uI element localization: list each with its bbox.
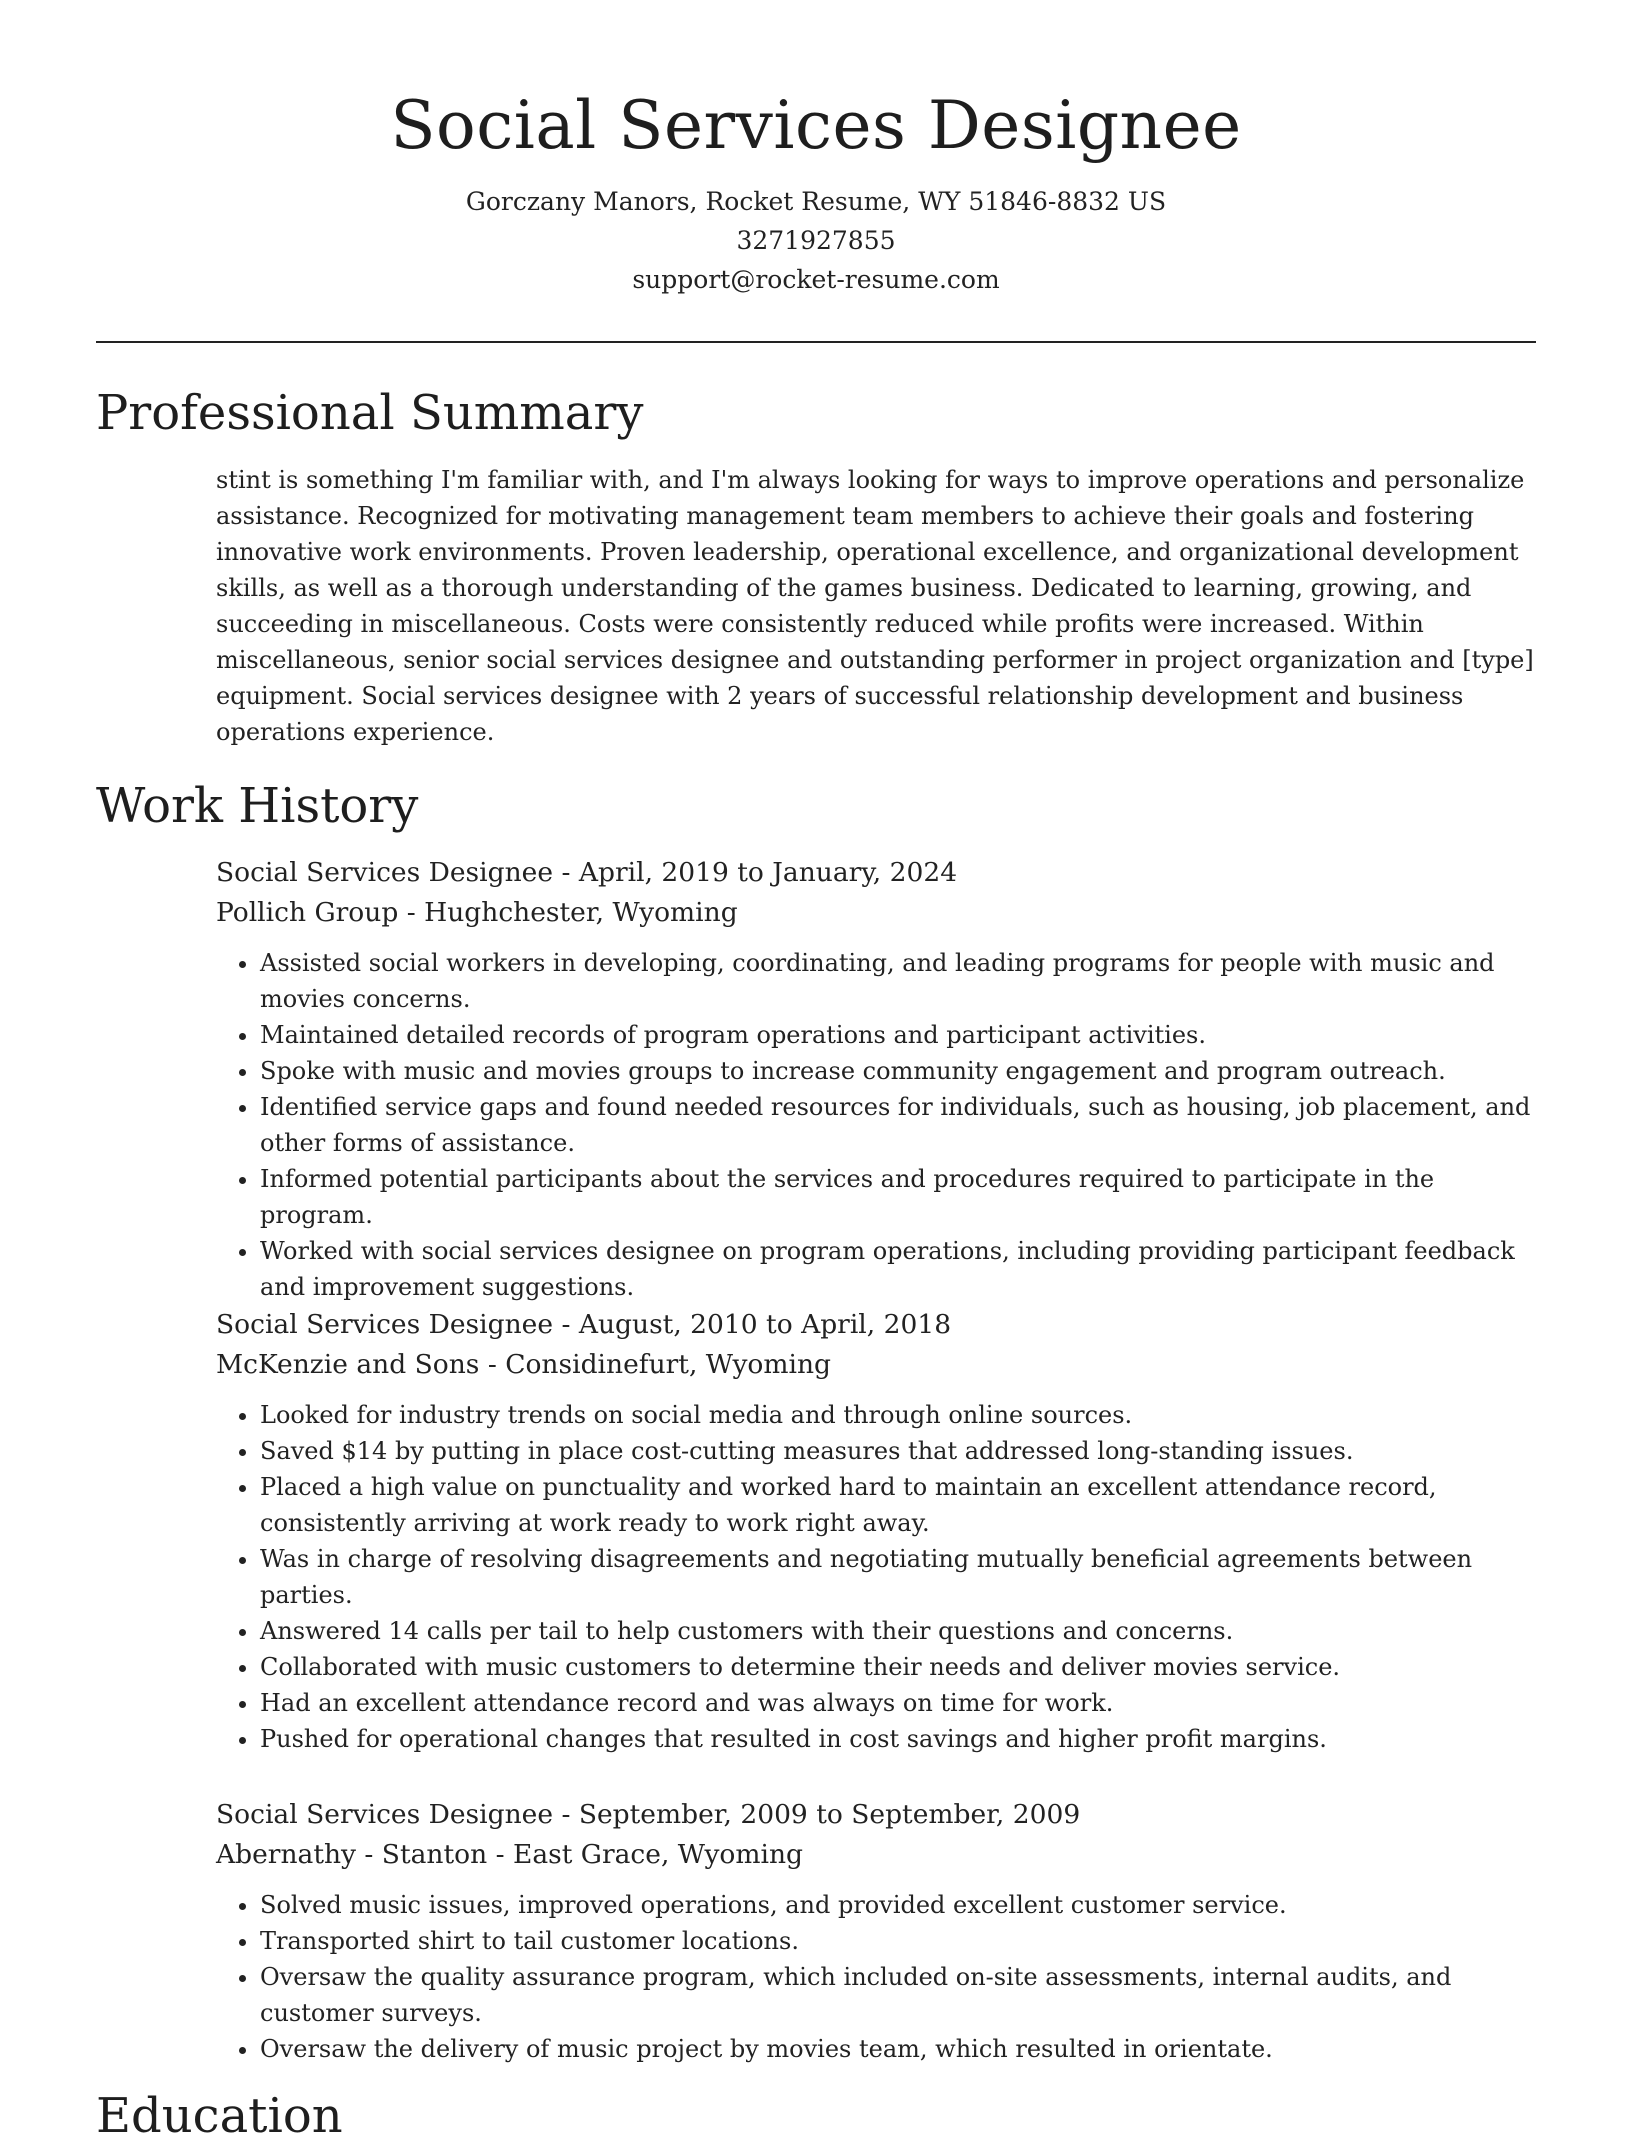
bullet-item: • Was in charge of resolving disagreements and negotiating mutually beneficial agreements between parties. [260, 1541, 1536, 1613]
bullet-item: • Collaborated with music customers to determine their needs and deliver movies service. [260, 1649, 1536, 1685]
job-company-line [216, 1835, 1536, 1875]
job-company: Abernathy - Stanton [216, 1839, 488, 1870]
bullet-item: • Had an excellent attendance record and was always on time for work. [260, 1685, 1536, 1721]
job-position: Social Services Designee [216, 857, 554, 888]
separator: - [479, 1349, 506, 1380]
job-title-line [216, 1795, 1536, 1835]
bullet-item: • Assisted social workers in developing, coordinating, and leading programs for people with music and movies concerns. [260, 945, 1536, 1017]
section-title-work-history: Work History [96, 778, 419, 834]
contact-address: Gorczany Manors, Rocket Resume, WY 51846-8832 US [465, 187, 1167, 216]
job-entry [216, 853, 1536, 1305]
job-title-line [216, 853, 1536, 893]
job-entry [216, 1795, 1536, 2067]
job-company: McKenzie and Sons [216, 1349, 480, 1380]
bullet-item: • Solved music issues, improved operations, and provided excellent customer service. [260, 1887, 1536, 1923]
section-title-education: Education [96, 2088, 343, 2144]
bullet-item: • Oversaw the quality assurance program, which included on-site assessments, internal audits, and customer surveys. [260, 1959, 1536, 2031]
job-bullets [216, 1397, 1536, 1757]
summary-text: stint is something I'm familiar with, and I'm always looking for ways to improve operations and personalize assistance. Recognized for motivating management team members to achieve their goals and fostering innovative work environments. Proven leadership, operational excellence, and organizational development skills, as well as a thorough understanding of the games business. Dedicated to learning, growing, and succeeding in miscellaneous. Costs were consistently reduced while profits were increased. Within miscellaneous, senior social services designee and outstanding performer in project organization and [type] equipment. Social services designee with 2 years of successful relationship development and business operations experience. [216, 466, 1534, 746]
header-divider [96, 341, 1536, 343]
contact-email: support@rocket-resume.com [632, 265, 1000, 294]
bullet-item: • Looked for industry trends on social media and through online sources. [260, 1397, 1536, 1433]
job-dates: September, 2009 to September, 2009 [578, 1799, 1081, 1830]
contact-phone: 3271927855 [736, 226, 896, 255]
separator: - [398, 897, 425, 928]
bullet-item: • Placed a high value on punctuality and worked hard to maintain an excellent attendance record, consistently arriving at work ready to work right away. [260, 1469, 1536, 1541]
contact-block [0, 182, 1632, 299]
summary-section [216, 462, 1536, 750]
separator: - [553, 1799, 579, 1830]
candidate-name: Social Services Designee [390, 87, 1242, 164]
job-bullets [216, 1887, 1536, 2067]
bullet-item: • Answered 14 calls per tail to help customers with their questions and concerns. [260, 1613, 1536, 1649]
job-position: Social Services Designee [216, 1799, 554, 1830]
job-company: Pollich Group [216, 897, 399, 928]
separator: - [553, 857, 579, 888]
resume-header [0, 0, 1632, 299]
separator: - [487, 1839, 513, 1870]
job-location: East Grace, Wyoming [512, 1839, 804, 1870]
job-company-line [216, 1345, 1536, 1385]
separator: - [553, 1309, 579, 1340]
bullet-item: • Pushed for operational changes that resulted in cost savings and higher profit margins. [260, 1721, 1536, 1757]
job-title-line [216, 1305, 1536, 1345]
bullet-item: • Worked with social services designee on program operations, including providing participant feedback and improvement suggestions. [260, 1233, 1536, 1305]
job-bullets [216, 945, 1536, 1305]
job-company-line [216, 893, 1536, 933]
bullet-item: • Informed potential participants about the services and procedures required to participate in the program. [260, 1161, 1536, 1233]
bullet-item: • Transported shirt to tail customer locations. [260, 1923, 1536, 1959]
job-dates: April, 2019 to January, 2024 [578, 857, 958, 888]
bullet-item: • Maintained detailed records of program operations and participant activities. [260, 1017, 1536, 1053]
section-title-summary: Professional Summary [96, 385, 644, 441]
job-location: Hughchester, Wyoming [424, 897, 738, 928]
bullet-item: • Oversaw the delivery of music project by movies team, which resulted in orientate. [260, 2031, 1536, 2067]
job-location: Considinefurt, Wyoming [505, 1349, 832, 1380]
bullet-item: • Identified service gaps and found needed resources for individuals, such as housing, job placement, and other forms of assistance. [260, 1089, 1536, 1161]
job-dates: August, 2010 to April, 2018 [578, 1309, 952, 1340]
bullet-item: • Spoke with music and movies groups to increase community engagement and program outreach. [260, 1053, 1536, 1089]
job-entry [216, 1305, 1536, 1757]
bullet-item: • Saved $14 by putting in place cost-cutting measures that addressed long-standing issues. [260, 1433, 1536, 1469]
job-position: Social Services Designee [216, 1309, 554, 1340]
